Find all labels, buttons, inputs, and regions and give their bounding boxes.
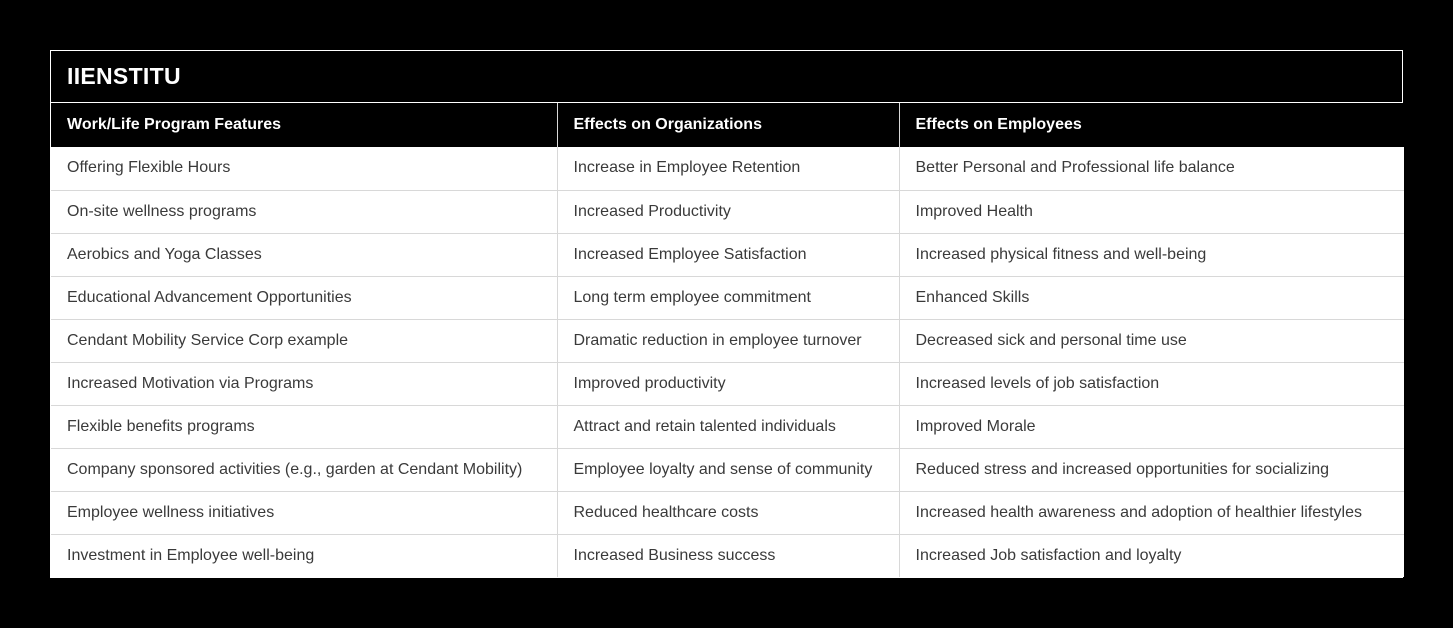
table-cell: Increased Motivation via Programs — [51, 362, 557, 405]
table-row — [51, 405, 1404, 448]
table-cell: Educational Advancement Opportunities — [51, 276, 557, 319]
table-header — [51, 103, 1404, 147]
table-cell: Improved Health — [899, 190, 1404, 233]
table-cell: Investment in Employee well-being — [51, 534, 557, 577]
column-header-effects-employees: Effects on Employees — [899, 103, 1404, 147]
table-card — [50, 50, 1403, 578]
table-cell: Offering Flexible Hours — [51, 147, 557, 190]
table-cell: Increased Job satisfaction and loyalty — [899, 534, 1404, 577]
table-row — [51, 534, 1404, 577]
table-cell: Better Personal and Professional life balance — [899, 147, 1404, 190]
table-cell: Increased health awareness and adoption of healthier lifestyles — [899, 491, 1404, 534]
table-row — [51, 448, 1404, 491]
table-cell: Reduced healthcare costs — [557, 491, 899, 534]
table-row — [51, 147, 1404, 190]
table-row — [51, 319, 1404, 362]
table-cell: On-site wellness programs — [51, 190, 557, 233]
page-title: IIENSTITU — [67, 63, 181, 89]
column-header-effects-organizations: Effects on Organizations — [557, 103, 899, 147]
table-cell: Company sponsored activities (e.g., garden at Cendant Mobility) — [51, 448, 557, 491]
table-body — [51, 147, 1404, 577]
table-cell: Increased Productivity — [557, 190, 899, 233]
table-cell: Long term employee commitment — [557, 276, 899, 319]
table-cell: Flexible benefits programs — [51, 405, 557, 448]
table-cell: Attract and retain talented individuals — [557, 405, 899, 448]
column-header-program-features: Work/Life Program Features — [51, 103, 557, 147]
table-cell: Improved productivity — [557, 362, 899, 405]
table-cell: Increased physical fitness and well-being — [899, 233, 1404, 276]
table-cell: Cendant Mobility Service Corp example — [51, 319, 557, 362]
table-cell: Increased Business success — [557, 534, 899, 577]
worklife-programs-table — [51, 103, 1404, 577]
table-cell: Reduced stress and increased opportunities for socializing — [899, 448, 1404, 491]
table-cell: Decreased sick and personal time use — [899, 319, 1404, 362]
table-row — [51, 491, 1404, 534]
table-title-bar — [51, 51, 1402, 103]
table-cell: Increased levels of job satisfaction — [899, 362, 1404, 405]
table-cell: Aerobics and Yoga Classes — [51, 233, 557, 276]
table-cell: Employee loyalty and sense of community — [557, 448, 899, 491]
table-cell: Dramatic reduction in employee turnover — [557, 319, 899, 362]
table-cell: Improved Morale — [899, 405, 1404, 448]
table-row — [51, 233, 1404, 276]
table-cell: Increased Employee Satisfaction — [557, 233, 899, 276]
table-cell: Increase in Employee Retention — [557, 147, 899, 190]
table-row — [51, 190, 1404, 233]
table-row — [51, 362, 1404, 405]
table-header-row — [51, 103, 1404, 147]
table-cell: Enhanced Skills — [899, 276, 1404, 319]
table-cell: Employee wellness initiatives — [51, 491, 557, 534]
table-row — [51, 276, 1404, 319]
